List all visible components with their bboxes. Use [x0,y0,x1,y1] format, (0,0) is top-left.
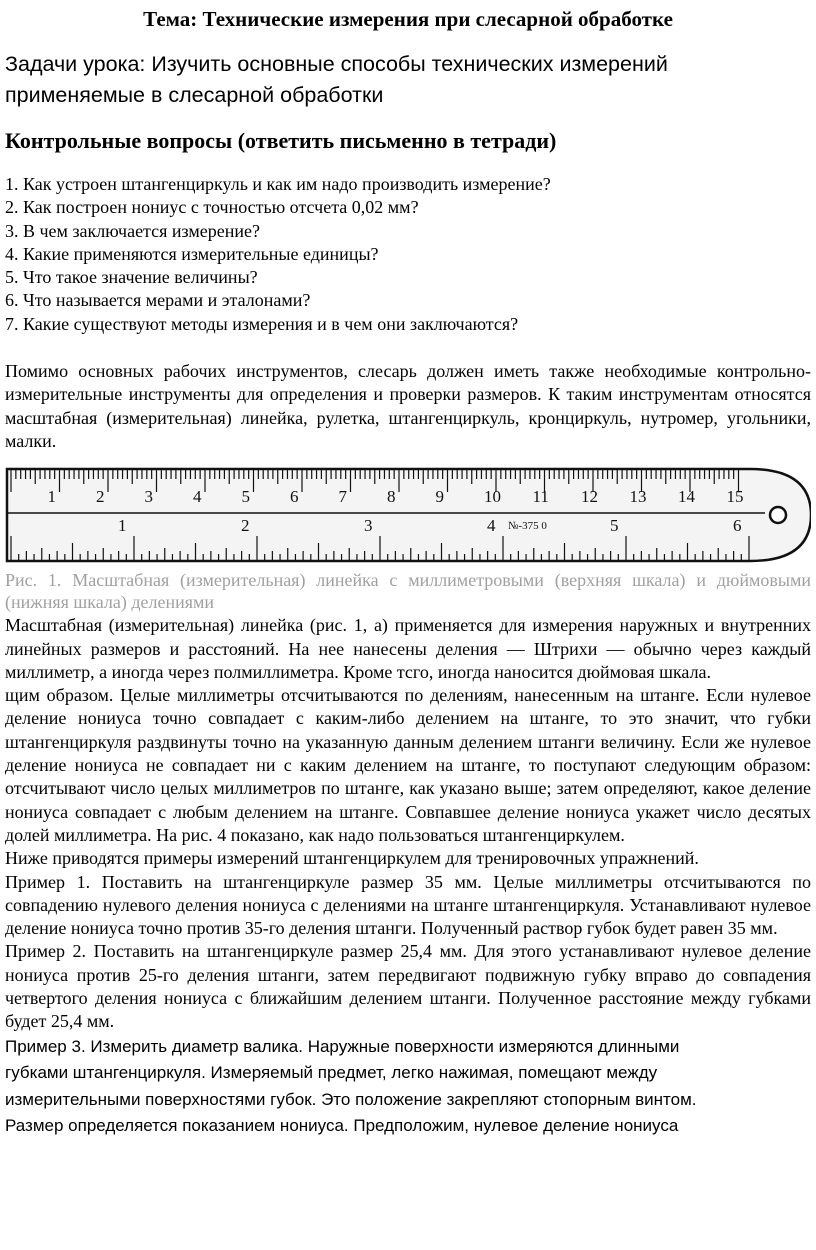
ruler-bottom-label: 4 [487,516,496,536]
ruler-bottom-label: 2 [241,516,250,536]
ruler-top-label: 5 [241,487,250,507]
example-3-line: Размер определяется показанием нониуса. Предположим, нулевое деление нониуса [5,1116,679,1136]
ruler-top-label: 4 [193,487,202,507]
ruler-top-label: 11 [532,487,549,507]
page-title: Тема: Технические измерения при слесарной обработке [143,7,673,31]
example-3-line: Пример 3. Измерить диаметр валика. Наружные поверхности измеряются длинными [5,1036,680,1056]
example-3-line: измерительными поверхностями губок. Это положение закрепляют стопорным винтом. [5,1089,697,1109]
questions-list [5,173,811,336]
ruler-illustration [5,465,811,565]
ruler-top-label: 1 [47,487,56,507]
paragraph: Ниже приводятся примеры измерений штангенциркулем для тренировочных упражнений. [5,848,699,869]
question-item: 4. Какие применяются измерительные единицы? [5,243,379,264]
ruler-bottom-label: 3 [364,516,373,536]
paragraph: Пример 1. Поставить на штангенциркуле размер 35 мм. Целые миллиметры отсчитываются по совпадению нулевого деления нониуса с делениями на штанге штангенциркуля. Устанавливают нулевое деление нониуса точно против 35-го деления штанги. Полученный раствор губок будет равен 35 мм. [5,871,811,939]
questions-heading: Контрольные вопросы (ответить письменно в тетради) [5,128,557,153]
ruler-top-label: 2 [96,487,105,507]
ruler-bottom-label: 6 [733,516,742,536]
question-item: 1. Как устроен штангенциркуль и как им надо производить измерение? [5,174,551,194]
ruler-top-label: 12 [581,487,598,507]
ruler-top-label: 13 [629,487,647,507]
ruler-top-label: 10 [484,487,501,507]
intro-paragraph: Помимо основных рабочих инструментов, слесарь должен иметь также необходимые контрольно-измерительные инструменты для определения и проверки размеров. К таким инструментам относятся масштабная (измерительная) линейка, рулетка, штангенциркуль, кронциркуль, нутромер, угольники, малки. [5,361,811,451]
example-3-line: губками штангенциркуля. Измеряемый предмет, легко нажимая, помещают между [5,1063,658,1083]
ruler-top-label: 9 [435,487,444,507]
ruler-stamp: №-375 0 [508,520,547,533]
question-item: 5. Что такое значение величины? [5,267,258,288]
question-item: 7. Какие существуют методы измерения и в чем они заключаются? [5,313,519,334]
ruler-bottom-label: 5 [610,516,619,536]
ruler-top-label: 7 [338,487,347,507]
question-item: 2. Как построен нониус с точностью отсчета 0,02 мм? [5,197,419,218]
ruler-top-label: 6 [290,487,299,507]
document-page [5,0,811,1140]
question-item: 3. В чем заключается измерение? [5,220,261,241]
question-item: 6. Что называется мерами и эталонами? [5,290,311,311]
ruler-top-label: 15 [726,487,744,507]
ruler-top-label: 8 [387,487,396,507]
ruler-top-label: 3 [144,487,153,507]
lesson-tasks: Задачи урока: Изучить основные способы технических измерений применяемые в слесарной обработки [5,52,668,107]
paragraph: Масштабная (измерительная) линейка (рис. 1, а) применяется для измерения наружных и внутренних линейных размеров и расстояний. На нее нанесены деления — Штрихи — обычно через каждый миллиметр, а иногда через полмиллиметра. Кроме тсго, иногда наносится дюймовая шкала. [5,615,811,682]
ruler-hole [770,507,786,523]
paragraph: щим образом. Целые миллиметры отсчитываются по делениям, нанесенным на штанге. Если нулевое деление нониуса точно совпадает с каким-либо делением на штанге, то это значит, что губки штангенциркуля раздвинуты точно на указанную данным делением штанги величину. Если же нулевое деление нониуса не совпадает ни с каким делением на штанге, то поступают следующим образом: отсчитывают число целых миллиметров по штанге, как указано выше; затем определяют, какое деление нониуса совпадает с любым делением на штанге. Совпавшее деление нониуса укажет число десятых долей миллиметра. На рис. 4 показано, как надо пользоваться штангенциркулем. [5,685,811,845]
paragraph: Пример 2. Поставить на штангенциркуле размер 25,4 мм. Для этого устанавливают нулевое деление нониуса против 25-го деления штанги, затем передвигают подвижную губку вправо до совпадения четвертого деления нониуса с ближайшим делением штанги. Полученное расстояние между губками будет 25,4 мм. [5,941,811,1032]
example-3 [5,1034,811,1140]
ruler-top-label: 14 [678,487,695,507]
figure-caption: Рис. 1. Масштабная (измерительная) линейка с миллиметровыми (верхняя шкала) и дюймовыми (нижняя шкала) делениями [5,570,811,613]
ruler-bottom-label: 1 [118,516,127,536]
